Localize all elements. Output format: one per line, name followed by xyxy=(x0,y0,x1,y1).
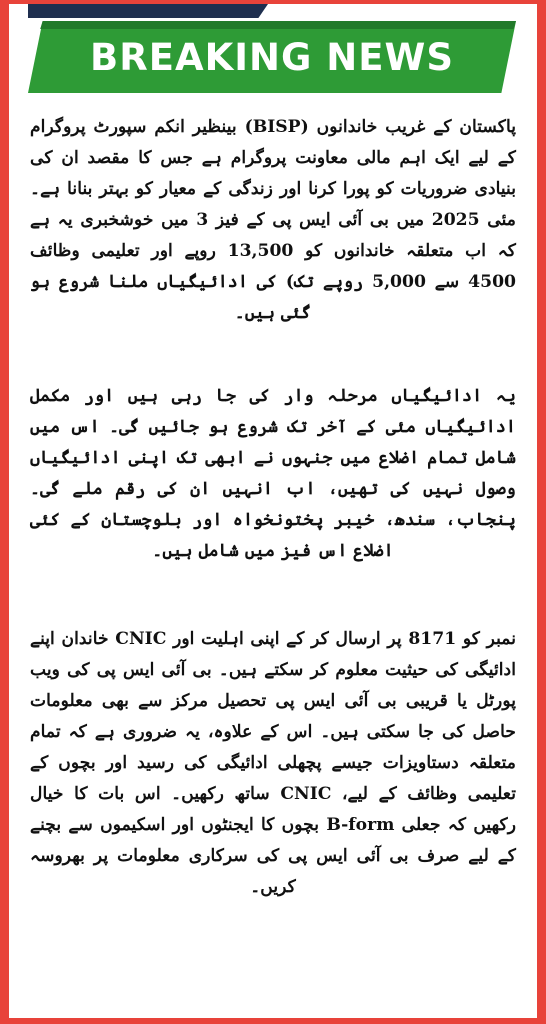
article-paragraph-2: یہ ادائیگیاں مرحلہ وار کی جا رہی ہیں اور مکمل ادائیگیاں مئی کے آخر تک شروع ہو جائیں گی۔ اس میں شامل تمام اضلاع میں جنہوں نے ابھی تک اپنی ادائیگیاں وصول نہیں کی تھیں، اب انہیں ان کی رقم ملے گی۔ پنجاب، سندھ، خیبر پختونخواہ اور بلوچستان کے کئی اضلاع اس فیز میں شامل ہیں۔ xyxy=(30,386,516,561)
paragraph-spacer xyxy=(30,567,516,624)
paragraph-spacer xyxy=(30,329,516,381)
article-body xyxy=(30,112,516,903)
top-accent-strip xyxy=(28,4,268,18)
article-paragraph-1: پاکستان کے غریب خاندانوں (BISP) بینظیر انکم سپورٹ پروگرام کے لیے ایک اہم مالی معاونت پروگرام ہے جس کا مقصد ان کی بنیادی ضروریات کو پورا کرنا اور زندگی کے معیار کو بہتر بنانا ہے۔ مئی 2025 میں بی آئی ایس پی کے فیز 3 میں خوشخبری یہ ہے کہ اب متعلقہ خاندانوں کو 13,500 روپے اور تعلیمی وظائف 4500 سے 5,000 روپے تک) کی ادائیگیاں ملنا شروع ہو گئی ہیں۔ xyxy=(30,117,516,323)
article-paragraph-3: نمبر کو 8171 پر ارسال کر کے اپنی اہلیت اور CNIC خاندان اپنے ادائیگی کی حیثیت معلوم کر سکتے ہیں۔ بی آئی ایس پی کی ویب پورٹل یا قریبی بی آئی ایس پی تحصیل مرکز سے بھی معلومات حاصل کی جا سکتی ہیں۔ اس کے علاوہ، یہ ضروری ہے کہ تمام متعلقہ دستاویزات جیسے پچھلی ادائیگی کی رسید اور بچوں کے تعلیمی وظائف کے لیے، CNIC ساتھ رکھیں۔ اس بات کا خیال رکھیں کہ جعلی B-form بچوں کا ایجنٹوں اور اسکیموں سے بچنے کے لیے صرف بی آئی ایس پی کی سرکاری معلومات پر بھروسہ کریں۔ xyxy=(30,629,516,897)
banner-title: BREAKING NEWS xyxy=(90,35,454,79)
